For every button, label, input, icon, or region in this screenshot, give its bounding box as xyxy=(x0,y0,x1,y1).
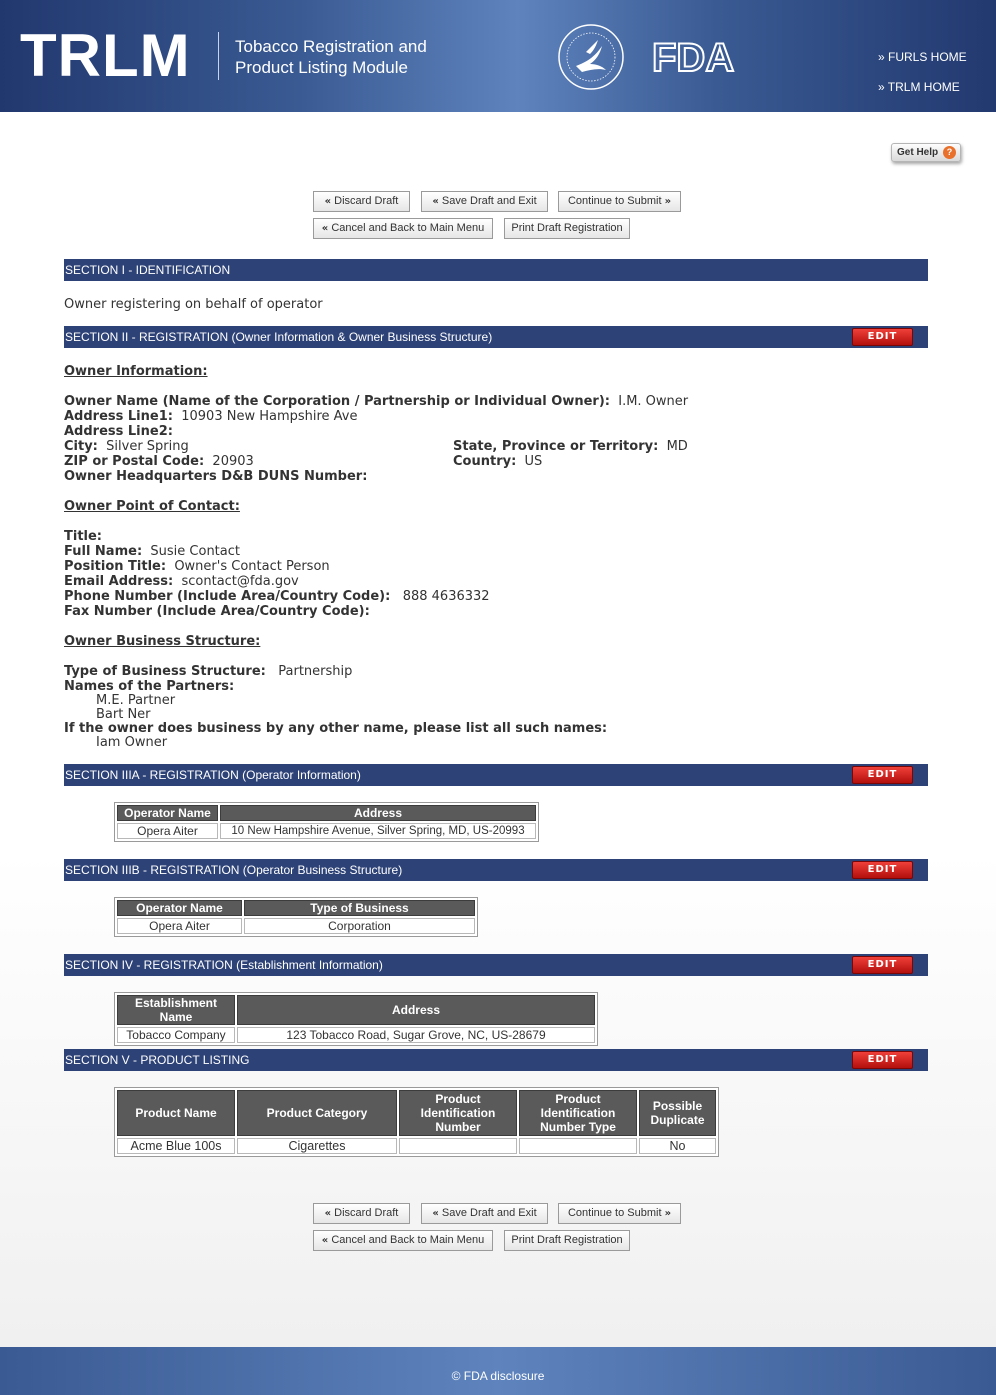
operator-name-cell: Opera Aiter xyxy=(117,918,242,934)
section4-edit-button[interactable]: EDIT xyxy=(852,956,913,974)
col-operator-name: Operator Name xyxy=(117,805,218,821)
owner-name-label: Owner Name (Name of the Corporation / Partnership or Individual Owner): xyxy=(64,394,610,409)
city-value: Silver Spring xyxy=(106,439,189,454)
cancel-main-menu-label: Cancel and Back to Main Menu xyxy=(331,1234,485,1246)
continue-submit-label: Continue to Submit xyxy=(567,1207,662,1219)
phone-row xyxy=(64,589,490,604)
module-title xyxy=(235,36,475,78)
product-listing-table xyxy=(114,1087,719,1157)
continue-submit-button-top[interactable]: Continue to Submit » xyxy=(558,191,681,212)
owner-name-value: I.M. Owner xyxy=(618,394,689,409)
fax-row xyxy=(64,604,370,619)
title-row xyxy=(64,529,102,544)
module-title-line1: Tobacco Registration and xyxy=(235,37,427,56)
country-label: Country: xyxy=(453,454,517,469)
print-draft-label: Print Draft Registration xyxy=(511,1234,623,1246)
phone-value: 888 4636332 xyxy=(402,589,490,604)
section3b-header xyxy=(64,859,928,881)
poc-heading: Owner Point of Contact: xyxy=(64,499,240,514)
section1-header xyxy=(64,259,928,281)
svg-text:FDA: FDA xyxy=(652,36,735,77)
position-label: Position Title: xyxy=(64,559,167,574)
operator-address-cell: 10 New Hampshire Avenue, Silver Spring, MD, US-20993 xyxy=(220,823,536,839)
product-name-cell: Acme Blue 100s xyxy=(117,1138,235,1154)
discard-draft-label: Discard Draft xyxy=(334,1207,399,1219)
country-value: US xyxy=(524,454,543,469)
zip-row xyxy=(64,454,254,469)
table-header-row xyxy=(117,805,536,821)
fda-logo xyxy=(650,35,742,77)
print-draft-label: Print Draft Registration xyxy=(511,222,623,234)
biz-type-value: Partnership xyxy=(278,664,353,679)
section4-title: SECTION IV - REGISTRATION (Establishment Information) xyxy=(65,958,383,972)
business-type-cell: Corporation xyxy=(244,918,475,934)
col-product-id-type: Product Identification Number Type xyxy=(519,1090,637,1136)
full-name-value: Susie Contact xyxy=(150,544,240,559)
col-operator-name: Operator Name xyxy=(117,900,242,916)
section5-header xyxy=(64,1049,928,1071)
col-product-id: Product Identification Number xyxy=(399,1090,517,1136)
state-row xyxy=(453,439,688,454)
phone-label: Phone Number (Include Area/Country Code): xyxy=(64,589,391,604)
product-category-cell: Cigarettes xyxy=(237,1138,397,1154)
col-establishment-name: Establishment Name xyxy=(117,995,235,1025)
operator-info-table xyxy=(114,802,539,842)
page-footer xyxy=(0,1347,996,1395)
section1-text: Owner registering on behalf of operator xyxy=(64,297,323,312)
discard-draft-label: Discard Draft xyxy=(334,195,399,207)
full-name-label: Full Name: xyxy=(64,544,143,559)
help-question-icon: ? xyxy=(943,146,956,159)
footer-disclosure-link[interactable]: © FDA disclosure xyxy=(451,1369,545,1383)
other-names-label: If the owner does business by any other name, please list all such names: xyxy=(64,721,608,736)
col-product-name: Product Name xyxy=(117,1090,235,1136)
section1-title: SECTION I - IDENTIFICATION xyxy=(65,263,231,277)
table-header-row xyxy=(117,900,475,916)
product-id-cell xyxy=(399,1138,517,1154)
operator-name-cell: Opera Aiter xyxy=(117,823,218,839)
email-label: Email Address: xyxy=(64,574,174,589)
trlm-home-link[interactable]: » TRLM HOME xyxy=(878,80,960,94)
section3b-edit-button[interactable]: EDIT xyxy=(852,861,913,879)
biz-type-label: Type of Business Structure: xyxy=(64,664,266,679)
section3a-header xyxy=(64,764,928,786)
city-label: City: xyxy=(64,439,98,454)
save-draft-exit-label: Save Draft and Exit xyxy=(441,1207,537,1219)
address2-label: Address Line2: xyxy=(64,424,173,439)
section5-title: SECTION V - PRODUCT LISTING xyxy=(65,1053,250,1067)
section2-title: SECTION II - REGISTRATION (Owner Information & Owner Business Structure) xyxy=(65,330,493,344)
hhs-seal-icon xyxy=(556,22,626,92)
owner-info-heading: Owner Information: xyxy=(64,364,208,379)
cancel-main-menu-button-top[interactable]: « Cancel and Back to Main Menu xyxy=(313,218,493,239)
establishment-name-cell: Tobacco Company xyxy=(117,1027,235,1043)
address1-value: 10903 New Hampshire Ave xyxy=(181,409,358,424)
possible-duplicate-cell: No xyxy=(639,1138,716,1154)
position-value: Owner's Contact Person xyxy=(174,559,330,574)
establishment-table xyxy=(114,992,598,1046)
zip-label: ZIP or Postal Code: xyxy=(64,454,205,469)
email-value: scontact@fda.gov xyxy=(181,574,299,589)
col-address: Address xyxy=(220,805,536,821)
partners-row xyxy=(64,679,234,694)
continue-submit-label: Continue to Submit xyxy=(567,195,662,207)
print-draft-button-bottom[interactable] xyxy=(504,1230,630,1251)
address1-label: Address Line1: xyxy=(64,409,173,424)
biz-type-row xyxy=(64,664,352,679)
cancel-main-menu-label: Cancel and Back to Main Menu xyxy=(331,222,485,234)
city-row xyxy=(64,439,189,454)
position-row xyxy=(64,559,330,574)
section2-edit-button[interactable]: EDIT xyxy=(852,328,913,346)
print-draft-button-top[interactable] xyxy=(504,218,630,239)
section5-edit-button[interactable]: EDIT xyxy=(852,1051,913,1069)
table-row xyxy=(117,1138,716,1154)
partner-item: M.E. Partner xyxy=(96,693,176,708)
trlm-logo: TRLM xyxy=(20,22,191,89)
col-address: Address xyxy=(237,995,595,1025)
fax-label: Fax Number (Include Area/Country Code): xyxy=(64,604,370,619)
table-header-row xyxy=(117,995,595,1025)
duns-row xyxy=(64,469,367,484)
save-draft-exit-button-top[interactable]: « Save Draft and Exit xyxy=(421,191,548,212)
discard-draft-button-bottom[interactable]: « Discard Draft xyxy=(313,1203,410,1224)
full-name-row xyxy=(64,544,240,559)
get-help-button[interactable] xyxy=(891,143,961,162)
duns-label: Owner Headquarters D&B DUNS Number: xyxy=(64,469,368,484)
module-title-line2: Product Listing Module xyxy=(235,58,408,77)
continue-submit-button-bottom[interactable]: Continue to Submit » xyxy=(558,1203,681,1224)
section3a-title: SECTION IIIA - REGISTRATION (Operator Information) xyxy=(65,768,361,782)
section2-header xyxy=(64,326,928,348)
product-id-type-cell xyxy=(519,1138,637,1154)
zip-value: 20903 xyxy=(212,454,254,469)
save-draft-exit-button-bottom[interactable]: « Save Draft and Exit xyxy=(421,1203,548,1224)
col-product-category: Product Category xyxy=(237,1090,397,1136)
business-structure-heading: Owner Business Structure: xyxy=(64,634,261,649)
state-value: MD xyxy=(666,439,688,454)
section3a-edit-button[interactable]: EDIT xyxy=(852,766,913,784)
other-name-item: Iam Owner xyxy=(96,735,168,750)
get-help-label: Get Help xyxy=(897,147,939,158)
table-row xyxy=(117,1027,595,1043)
email-row xyxy=(64,574,299,589)
section3b-title: SECTION IIIB - REGISTRATION (Operator Business Structure) xyxy=(65,863,403,877)
operator-business-table xyxy=(114,897,478,937)
table-row xyxy=(117,823,536,839)
owner-name-row xyxy=(64,394,688,409)
state-label: State, Province or Territory: xyxy=(453,439,659,454)
section4-header xyxy=(64,954,928,976)
table-row xyxy=(117,918,475,934)
cancel-main-menu-button-bottom[interactable]: « Cancel and Back to Main Menu xyxy=(313,1230,493,1251)
save-draft-exit-label: Save Draft and Exit xyxy=(441,195,537,207)
col-business-type: Type of Business xyxy=(244,900,475,916)
discard-draft-button-top[interactable]: « Discard Draft xyxy=(313,191,410,212)
partners-label: Names of the Partners: xyxy=(64,679,235,694)
title-label: Title: xyxy=(64,529,103,544)
other-names-row xyxy=(64,721,607,736)
establishment-address-cell: 123 Tobacco Road, Sugar Grove, NC, US-28679 xyxy=(237,1027,595,1043)
furls-home-link[interactable]: » FURLS HOME xyxy=(878,50,967,64)
partner-item: Bart Ner xyxy=(96,707,151,722)
logo-divider xyxy=(218,32,219,80)
country-row xyxy=(453,454,542,469)
address2-row xyxy=(64,424,173,439)
address1-row xyxy=(64,409,358,424)
col-possible-duplicate: Possible Duplicate xyxy=(639,1090,716,1136)
table-header-row xyxy=(117,1090,716,1136)
page-header xyxy=(0,0,996,112)
